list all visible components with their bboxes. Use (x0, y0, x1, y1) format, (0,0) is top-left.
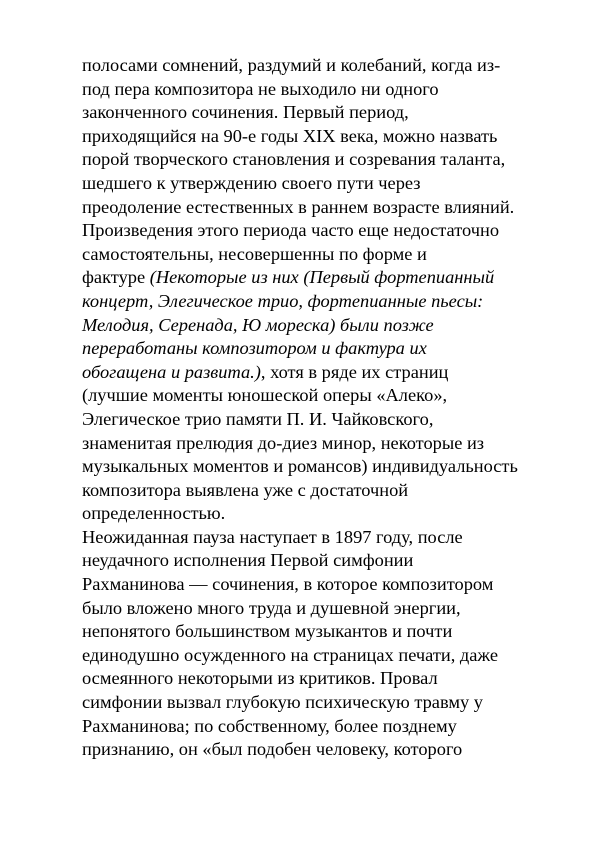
text-run: приходящийся на 90-е годы XIX века, можно назвать (82, 125, 498, 146)
text-run: осмеянного некоторыми из критиков. Провал (82, 668, 438, 689)
text-run: порой творческого становления и созревания таланта, (82, 149, 506, 170)
text-line (82, 314, 562, 338)
text-line (82, 597, 562, 621)
text-line (82, 738, 562, 762)
text-line (82, 196, 562, 220)
text-run: Рахманинова — сочинения, в которое композитором (82, 574, 494, 595)
text-run: преодоление естественных в раннем возрасте влияний. (82, 196, 515, 217)
text-line (82, 573, 562, 597)
text-run: неудачного исполнения Первой симфонии (82, 550, 414, 571)
text-line (82, 101, 562, 125)
text-run: Неожиданная пауза наступает в 1897 году, после (82, 526, 463, 547)
text-run: Произведения этого периода часто еще недостаточно (82, 220, 500, 241)
text-line (82, 455, 562, 479)
text-run: под пера композитора не выходило ни одного (82, 78, 439, 99)
text-run: непонятого большинством музыкантов и почти (82, 621, 453, 642)
text-line (82, 644, 562, 668)
text-line (82, 78, 562, 102)
text-line (82, 502, 562, 526)
text-run: фактуре (82, 267, 150, 288)
text-line (82, 620, 562, 644)
text-line (82, 361, 562, 385)
text-line (82, 691, 562, 715)
text-line (82, 667, 562, 691)
text-line (82, 243, 562, 267)
text-run: , хотя в ряде их страниц (260, 361, 449, 382)
italic-text-run: Мелодия, Серенада, Ю мореска) были позже (82, 314, 434, 335)
text-run: полосами сомнений, раздумий и колебаний, когда из- (82, 55, 501, 75)
text-line (82, 219, 562, 243)
text-run: единодушно осужденного на страницах печати, даже (82, 644, 499, 665)
text-line (82, 337, 562, 361)
text-run: было вложено много труда и душевной энергии, (82, 597, 461, 618)
text-run: симфонии вызвал глубокую психическую травму у (82, 692, 483, 713)
text-run: признанию, он «был подобен человеку, которого (82, 739, 463, 760)
text-line (82, 408, 562, 432)
text-line (82, 125, 562, 149)
text-line (82, 715, 562, 739)
text-run: Рахманинова; по собственному, более позднему (82, 715, 457, 736)
text-run: музыкальных моментов и романсов) индивидуальность (82, 456, 518, 477)
text-line (82, 290, 562, 314)
text-run: определенностью. (82, 503, 226, 524)
text-line (82, 432, 562, 456)
text-line (82, 526, 562, 550)
text-line (82, 549, 562, 573)
text-run: самостоятельны, несовершенны по форме и (82, 243, 427, 264)
text-run: шедшего к утверждению своего пути через (82, 172, 421, 193)
text-run: композитора выявлена уже с достаточной (82, 479, 409, 500)
text-run: (лучшие моменты юношеской оперы «Алеко», (82, 385, 448, 406)
text-run: законченного сочинения. Первый период, (82, 102, 409, 123)
text-line (82, 54, 562, 78)
italic-text-run: обогащена и развита.) (82, 361, 261, 382)
text-line (82, 148, 562, 172)
text-run: знаменитая прелюдия до-диез минор, некоторые из (82, 432, 485, 453)
text-line (82, 172, 562, 196)
text-line (82, 266, 562, 290)
text-line (82, 384, 562, 408)
italic-text-run: переработаны композитором и фактура их (82, 338, 427, 359)
text-line (82, 479, 562, 503)
italic-text-run: (Некоторые из них (Первый фортепианный (149, 267, 495, 288)
italic-text-run: концерт, Элегическое трио, фортепианные пьесы: (82, 290, 484, 311)
document-body-text (82, 54, 562, 762)
text-run: Элегическое трио памяти П. И. Чайковского, (82, 408, 434, 429)
